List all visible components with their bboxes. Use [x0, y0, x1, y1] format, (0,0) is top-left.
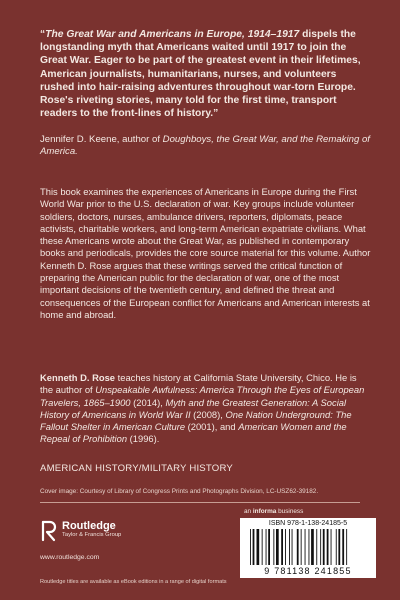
informa-suffix: business [276, 508, 304, 515]
quote-text: dispels the longstanding myth that Americans waited until 1917 to join the Great War. Eager to be part of the greatest event in their lifetimes, American journalists, humanitarians, nurses, and volunteers rushed into hair-raising adventures throughout war-torn Europe. Rose's riveting stories, many told for the first time, transport readers to the front-lines of history.” [40, 29, 361, 120]
barcode-stripe [281, 529, 283, 565]
barcode-stripe [301, 529, 302, 565]
barcode-stripe [292, 529, 293, 565]
barcode-stripe [338, 529, 340, 565]
informa-prefix: an [244, 508, 253, 515]
barcode-stripe [266, 529, 267, 565]
bio-book-2: Myth and the Greatest Generation: A Social History of Americans in World War II [40, 396, 347, 420]
barcode-stripe [336, 529, 337, 565]
isbn-barcode [240, 518, 376, 578]
barcode-stripe [331, 529, 332, 565]
barcode-digits: 9 781138 241855 [264, 566, 352, 576]
barcode-stripe [262, 529, 263, 565]
bio-text-4: (2001), and [185, 421, 239, 433]
barcode-stripe [309, 529, 310, 565]
barcode-stripe [297, 529, 299, 565]
author-bio [40, 372, 372, 446]
publisher-logo-block [40, 520, 121, 542]
publisher-url[interactable]: www.routledge.com [40, 554, 100, 561]
endorsement-quote [40, 28, 372, 120]
informa-business-label [244, 508, 303, 515]
author-name: Kenneth D. Rose [40, 372, 116, 383]
bio-text-5: (1996). [127, 433, 160, 445]
barcode-stripe [273, 529, 274, 565]
barcode-stripe [285, 529, 286, 565]
barcode-stripe [327, 529, 329, 565]
cover-image-credit: Cover image: Courtesy of Library of Congress Prints and Photographs Division, LC-USZ62-39182. [40, 488, 319, 495]
barcode-stripe [305, 529, 306, 565]
barcode-stripe [346, 529, 347, 565]
barcode-stripe [316, 529, 317, 565]
barcode-stripe [276, 529, 279, 565]
barcode-stripe [268, 529, 270, 565]
bio-text-2: (2014), [130, 396, 166, 408]
divider-rule [40, 502, 360, 503]
barcode-stripe [257, 529, 260, 565]
bio-book-3: One Nation Underground: The Fallout Shelter in American Culture [40, 408, 352, 433]
bio-text-3: (2008), [190, 408, 226, 420]
barcode-stripe [342, 529, 344, 565]
bio-text-1: teaches history at California State University, Chico. He is the author of [40, 372, 357, 396]
quote-open-mark: “ [40, 29, 46, 40]
publisher-name: Routledge [62, 520, 116, 532]
barcode-stripe [311, 529, 314, 565]
attribution-name: Jennifer D. Keene, author of [40, 134, 163, 145]
bio-book-4: American Women and the Repeal of Prohibition [40, 421, 347, 445]
bio-book-1: Unspeakable Awfulness: America Through the Eyes of European Travelers, 1865–1900 [40, 384, 365, 408]
barcode-bars-icon [248, 529, 368, 565]
barcode-stripe [250, 529, 251, 565]
isbn-label: ISBN 978-1-138-24185-5 [268, 520, 348, 527]
attribution-book: Doughboys, the Great War, and the Remaking of America. [40, 134, 370, 158]
endorsement-attribution [40, 134, 372, 159]
barcode-stripe [289, 529, 290, 565]
publisher-group: Taylor & Francis Group [62, 532, 122, 538]
subject-category: AMERICAN HISTORY/MILITARY HISTORY [40, 463, 234, 474]
barcode-stripe [253, 529, 255, 565]
quote-book-title: The Great War and Americans in Europe, 1914–1917 [45, 29, 300, 40]
routledge-r-logo-icon [40, 520, 58, 542]
barcode-stripe [320, 529, 321, 565]
book-summary: This book examines the experiences of Americans in Europe during the First World War prior to the U.S. declaration of war. Key groups include volunteer soldiers, doctors, nurses, ambulance drivers, reporters, diplomats, peace activists, charitable workers, and long-term American expatriate civilians. What these Americans wrote about the Great War, as published in contemporary books and periodicals, provides the core source material for this volume. Author Kenneth D. Rose argues that these writings served the critical function of preparing the American public for the declaration of war, one of the most important decisions of the twentieth century, and defined the threat and consequences of the European conflict for Americans and American interests at home and abroad. [40, 186, 371, 320]
informa-brand: informa [252, 508, 277, 515]
barcode-stripe [323, 529, 325, 565]
publisher-text [62, 520, 121, 539]
ebook-note: Routledge titles are available as eBook editions in a range of digital formats [40, 579, 227, 585]
